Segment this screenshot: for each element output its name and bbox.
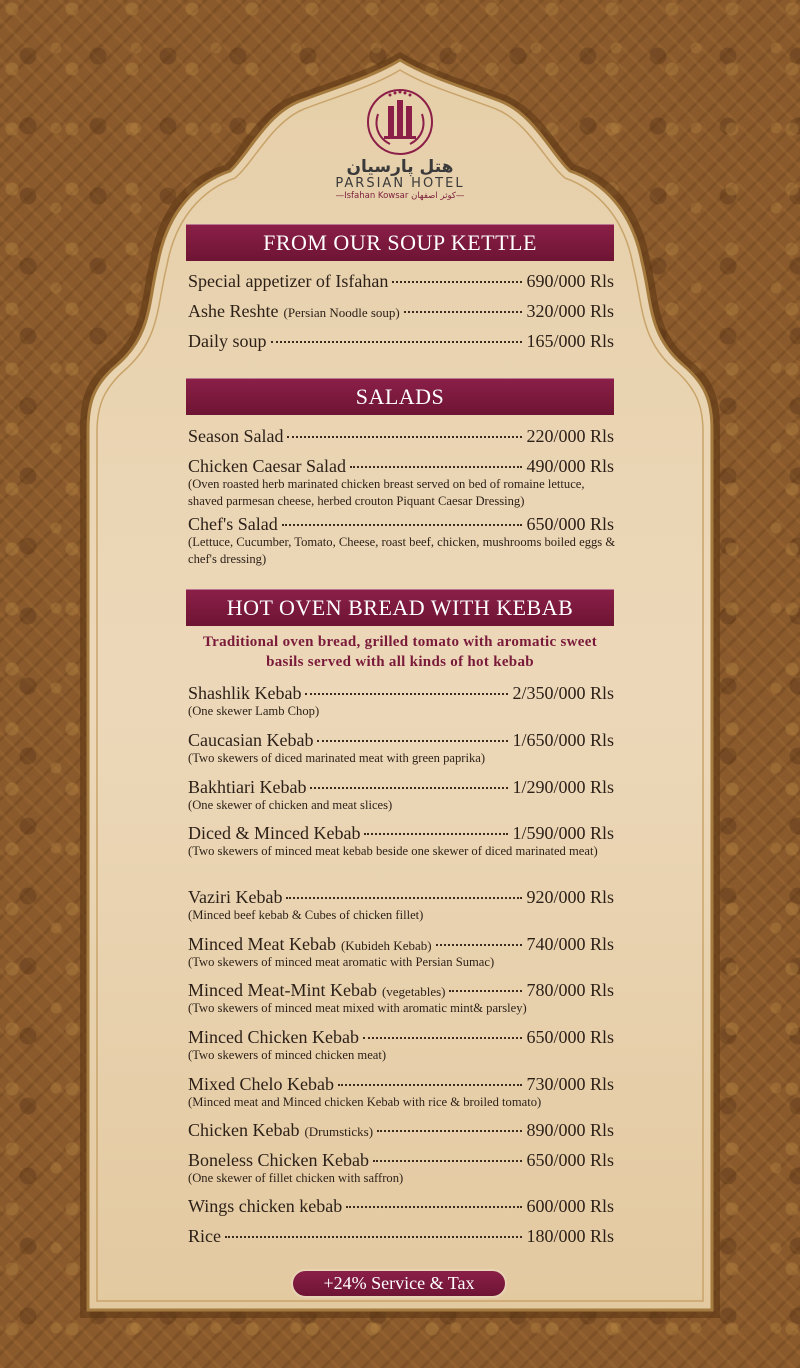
- menu-item-price: 490/000 Rls: [526, 456, 614, 476]
- dot-leader: [363, 1037, 523, 1039]
- dot-leader: [346, 1206, 522, 1208]
- menu-item-note: (vegetables): [381, 984, 446, 999]
- hotel-building-laurel-emblem: [364, 86, 436, 156]
- dot-leader: [373, 1160, 523, 1162]
- menu-item-note: (Drumsticks): [304, 1124, 374, 1139]
- dot-leader: [404, 311, 523, 313]
- menu-item: [188, 330, 614, 352]
- menu-item-description: (Lettuce, Cucumber, Tomato, Cheese, roast beef, chicken, mushrooms boiled eggs & chef's dressing): [188, 535, 616, 566]
- section-title-salads: SALADS: [186, 378, 614, 415]
- logo-subtitle: —Isfahan Kowsar کوثر اصفهان—: [335, 191, 465, 201]
- kebab-intro: Traditional oven bread, grilled tomato with aromatic sweet basils served with all kinds of hot kebab: [202, 634, 598, 670]
- menu-item-price: 890/000 Rls: [526, 1120, 614, 1140]
- service-tax-badge: +24% Service & Tax: [291, 1269, 507, 1298]
- menu-item: [188, 425, 614, 447]
- menu-item-name: Minced Meat-Mint Kebab: [188, 980, 377, 1000]
- menu-item-description: (One skewer Lamb Chop): [188, 704, 320, 718]
- menu-item: [188, 1195, 614, 1217]
- menu-item-name: Daily soup: [188, 331, 267, 351]
- menu-item-price: 690/000 Rls: [526, 271, 614, 291]
- menu-item-price: 2/350/000 Rls: [512, 683, 614, 703]
- menu-item-name: Ashe Reshte: [188, 301, 279, 321]
- menu-item: [188, 1026, 614, 1048]
- menu-item-description: (One skewer of chicken and meat slices): [188, 798, 393, 812]
- logo-persian-name: هتل پارسیان: [346, 157, 454, 177]
- menu-item-name: Minced Meat Kebab: [188, 934, 336, 954]
- menu-item: [188, 300, 614, 324]
- menu-item-price: 1/290/000 Rls: [512, 777, 614, 797]
- dot-leader: [271, 341, 523, 343]
- hotel-logo: [322, 86, 478, 210]
- menu-item-description: (Two skewers of minced meat mixed with aromatic mint& parsley): [188, 1001, 527, 1015]
- menu-item-note: (Persian Noodle soup): [283, 305, 400, 320]
- dot-leader: [310, 787, 508, 789]
- menu-item-name: Rice: [188, 1226, 221, 1246]
- dot-leader: [436, 944, 523, 946]
- menu-item-price: 165/000 Rls: [526, 331, 614, 351]
- menu-item-price: 740/000 Rls: [526, 934, 614, 954]
- menu-item-name: Boneless Chicken Kebab: [188, 1150, 369, 1170]
- menu-item: [188, 1149, 614, 1171]
- menu-item-price: 220/000 Rls: [526, 426, 614, 446]
- menu-item-price: 920/000 Rls: [526, 887, 614, 907]
- menu-item-name: Chef's Salad: [188, 514, 278, 534]
- menu-item-description: (Minced meat and Minced chicken Kebab with rice & broiled tomato): [188, 1095, 542, 1109]
- menu-item-description: (Oven roasted herb marinated chicken breast served on bed of romaine lettuce, shaved parmesan cheese, herbed crouton Piquant Caesar Dressing): [188, 477, 585, 508]
- menu-item-price: 730/000 Rls: [526, 1074, 614, 1094]
- section-title-soup: FROM OUR SOUP KETTLE: [186, 224, 614, 261]
- menu-item-name: Shashlik Kebab: [188, 683, 302, 703]
- dot-leader: [317, 740, 508, 742]
- menu-item-price: 650/000 Rls: [526, 1150, 614, 1170]
- menu-item-description: (Two skewers of minced meat aromatic with Persian Sumac): [188, 955, 495, 969]
- menu-item-price: 650/000 Rls: [526, 1027, 614, 1047]
- menu-item-price: 600/000 Rls: [526, 1196, 614, 1216]
- menu-item: [188, 776, 614, 798]
- dot-leader: [286, 897, 522, 899]
- logo-english-name: PARSIAN HOTEL: [335, 176, 465, 191]
- menu-item-price: 650/000 Rls: [526, 514, 614, 534]
- menu-item: [188, 729, 614, 751]
- section-title-kebab: HOT OVEN BREAD WITH KEBAB: [186, 589, 614, 626]
- dot-leader: [225, 1236, 522, 1238]
- menu-item-name: Season Salad: [188, 426, 284, 446]
- menu-item-name: Chicken Caesar Salad: [188, 456, 346, 476]
- menu-item: [188, 270, 614, 292]
- menu-item-name: Diced & Minced Kebab: [188, 823, 361, 843]
- menu-item-description: (Two skewers of minced chicken meat): [188, 1048, 387, 1062]
- menu-item: [188, 1119, 614, 1143]
- dot-leader: [449, 990, 522, 992]
- menu-item: [188, 1073, 614, 1095]
- menu-item-description: (Two skewers of minced meat kebab beside one skewer of diced marinated meat): [188, 844, 598, 858]
- dot-leader: [287, 436, 522, 438]
- menu-item-name: Minced Chicken Kebab: [188, 1027, 359, 1047]
- menu-item-name: Bakhtiari Kebab: [188, 777, 307, 797]
- dot-leader: [338, 1084, 523, 1086]
- menu-item-price: 180/000 Rls: [526, 1226, 614, 1246]
- menu-item: [188, 822, 614, 844]
- menu-item: [188, 513, 614, 535]
- menu-item: [188, 455, 614, 477]
- menu-item: [188, 682, 614, 704]
- menu-item-name: Caucasian Kebab: [188, 730, 314, 750]
- menu-item-price: 780/000 Rls: [526, 980, 614, 1000]
- menu-item: [188, 1225, 614, 1247]
- menu-item-name: Chicken Kebab: [188, 1120, 300, 1140]
- menu-item-name: Special appetizer of Isfahan: [188, 271, 389, 291]
- dot-leader: [364, 833, 508, 835]
- menu-item-description: (Minced beef kebab & Cubes of chicken fillet): [188, 908, 424, 922]
- menu-item-name: Wings chicken kebab: [188, 1196, 343, 1216]
- dot-leader: [392, 281, 522, 283]
- menu-item-description: (Two skewers of diced marinated meat with green paprika): [188, 751, 486, 765]
- dot-leader: [282, 524, 523, 526]
- menu-item-price: 1/650/000 Rls: [512, 730, 614, 750]
- dot-leader: [305, 693, 508, 695]
- dot-leader: [377, 1130, 522, 1132]
- menu-item-name: Mixed Chelo Kebab: [188, 1074, 334, 1094]
- dot-leader: [350, 466, 523, 468]
- menu-item-name: Vaziri Kebab: [188, 887, 283, 907]
- menu-item-description: (One skewer of fillet chicken with saffron): [188, 1171, 404, 1185]
- menu-item-price: 320/000 Rls: [526, 301, 614, 321]
- menu-item-note: (Kubideh Kebab): [340, 938, 432, 953]
- menu-item-price: 1/590/000 Rls: [512, 823, 614, 843]
- menu-item: [188, 886, 614, 908]
